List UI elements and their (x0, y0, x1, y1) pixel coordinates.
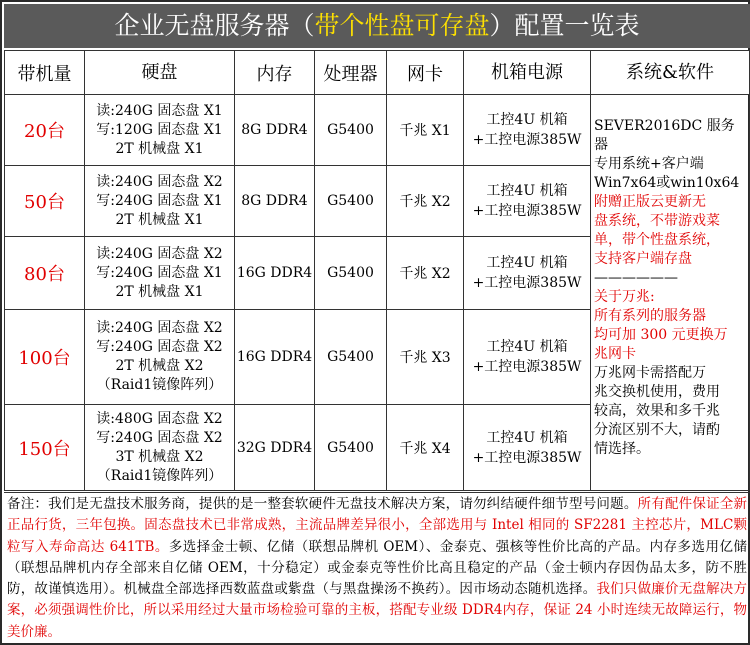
row-memory: 16G DDR4 (235, 237, 315, 310)
disk-line: 2T 机械盘 X1 (115, 140, 204, 157)
system-line: 兆网卡 (594, 346, 636, 362)
system-line: 分流区别不大，请酌 (594, 422, 720, 438)
row-cpu: G5400 (315, 310, 387, 405)
header-row (5, 51, 750, 95)
system-line: SEVER2016DC 服务器 (594, 118, 735, 153)
system-line: 兆交换机使用，费用 (594, 384, 720, 400)
row-nic: 千兆 X3 (387, 310, 464, 405)
system-line: 专用系统+客户端 (594, 156, 704, 172)
disk-line: 2T 机械盘 X1 (115, 283, 204, 300)
disk-line: 2T 机械盘 X2 (115, 358, 204, 374)
header-system: 系统&软件 (591, 51, 750, 95)
row-count: 150台 (5, 405, 85, 491)
disk-line: 写:240G 固态盘 X1 (96, 264, 223, 281)
row-case (464, 237, 591, 310)
disk-line: 写:240G 固态盘 X2 (96, 339, 223, 355)
remarks (4, 492, 750, 645)
remark-text-highlight: 所有配件保证全新正品行货，三年包换。固态盘技术已非常成熟，主流品牌差异很小，全部选用与 Intel 相同的 SF2281 主控芯片，MLC颗粒写入寿命高达 641TB。 (7, 496, 748, 555)
row-nic: 千兆 X2 (387, 166, 464, 237)
row-nic: 千兆 X4 (387, 405, 464, 491)
row-case (464, 166, 591, 237)
system-line: 附赠正版云更新无 (594, 194, 706, 210)
row-disk (85, 237, 235, 310)
case-line: 工控4U 机箱 (486, 339, 568, 355)
title-part2: ）配置一览表 (489, 11, 640, 40)
row-memory: 16G DDR4 (235, 310, 315, 405)
row-disk (85, 166, 235, 237)
system-divider: —————— (594, 270, 678, 286)
row-disk (85, 405, 235, 491)
disk-line: 写:240G 固态盘 X2 (96, 429, 223, 446)
case-line: 工控4U 机箱 (486, 255, 568, 271)
disk-line: 读:240G 固态盘 X2 (96, 245, 223, 262)
disk-line: 写:120G 固态盘 X1 (96, 121, 223, 138)
case-line: +工控电源385W (472, 275, 582, 291)
row-cpu: G5400 (315, 166, 387, 237)
header-cpu: 处理器 (315, 51, 387, 95)
system-line: 支持客户端存盘 (594, 251, 692, 267)
row-count: 80台 (5, 237, 85, 310)
disk-line: 读:480G 固态盘 X2 (96, 410, 223, 427)
row-disk (85, 95, 235, 166)
case-line: 工控4U 机箱 (486, 112, 568, 128)
system-line: 盘系统，不带游戏菜 (594, 213, 720, 229)
disk-line: （Raid1镜像阵列） (96, 467, 223, 484)
row-case (464, 95, 591, 166)
row-case (464, 405, 591, 491)
system-line: 单，带个性盘系统， (594, 232, 720, 248)
header-nic: 网卡 (387, 51, 464, 95)
case-line: +工控电源385W (472, 449, 582, 466)
system-line: Win7x64或win10x64 (594, 175, 740, 191)
row-disk (85, 310, 235, 405)
row-cpu: G5400 (315, 95, 387, 166)
row-count: 100台 (5, 310, 85, 405)
case-line: +工控电源385W (472, 203, 582, 219)
row-count: 20台 (5, 95, 85, 166)
row-nic: 千兆 X1 (387, 95, 464, 166)
system-software-cell (591, 95, 750, 491)
system-line: 均可加 300 元更换万 (594, 327, 728, 343)
case-line: +工控电源385W (472, 132, 582, 148)
config-table (4, 50, 750, 491)
disk-line: 读:240G 固态盘 X1 (96, 102, 223, 119)
remark-text: 多选择金士顿、亿储（联想品牌机 OEM）、金泰克、强核等性价比高的产品。内存多选用亿储（联想品牌机内存全部来自亿储 OEM，十分稳定）或金泰克等性价比高且稳定的产品（金士顿内存因伪品太多，防不胜防，故谨慎选用）。机械盘全部选择西数蓝盘或紫盘（与黑盘操汤不换药）。因市场动态随机选择。 (7, 538, 747, 598)
case-line: 工控4U 机箱 (486, 429, 568, 446)
disk-line: 读:240G 固态盘 X2 (96, 173, 223, 190)
row-memory: 8G DDR4 (235, 166, 315, 237)
remark-text-highlight: 我们只做廉价无盘解决方案，必须强调性价比，所以采用经过大量市场检验可靠的主板，搭配专业级 DDR4内存，保证 24 小时连续无故障运行，物美价廉。 (7, 581, 748, 640)
row-count: 50台 (5, 166, 85, 237)
case-line: 工控4U 机箱 (486, 183, 568, 199)
row-cpu: G5400 (315, 405, 387, 491)
system-line: 万兆网卡需搭配万 (594, 365, 706, 381)
table-row (5, 95, 750, 166)
system-line: 关于万兆: (594, 289, 655, 305)
header-disk: 硬盘 (85, 51, 235, 95)
row-case (464, 310, 591, 405)
disk-line: 写:240G 固态盘 X1 (96, 192, 223, 209)
page-title (4, 4, 750, 48)
disk-line: 3T 机械盘 X2 (115, 448, 204, 465)
title-highlight: 带个性盘可存盘 (314, 11, 490, 40)
row-memory: 32G DDR4 (235, 405, 315, 491)
case-line: +工控电源385W (472, 359, 582, 375)
system-line: 较高，效果和多千兆 (594, 403, 720, 419)
disk-line: 读:240G 固态盘 X2 (96, 320, 223, 336)
header-count: 带机量 (5, 51, 85, 95)
row-memory: 8G DDR4 (235, 95, 315, 166)
row-nic: 千兆 X2 (387, 237, 464, 310)
system-line: 情选择。 (594, 441, 650, 457)
remark-text: 备注：我们是无盘技术服务商，提供的是一整套软硬件无盘技术解决方案，请勿纠结硬件细节型号问题。 (7, 496, 638, 512)
header-memory: 内存 (235, 51, 315, 95)
system-line: 所有系列的服务器 (594, 308, 706, 324)
header-case: 机箱电源 (464, 51, 591, 95)
disk-line: （Raid1镜像阵列） (96, 377, 223, 393)
disk-line: 2T 机械盘 X1 (115, 211, 204, 228)
row-cpu: G5400 (315, 237, 387, 310)
title-part1: 企业无盘服务器（ (114, 11, 315, 40)
